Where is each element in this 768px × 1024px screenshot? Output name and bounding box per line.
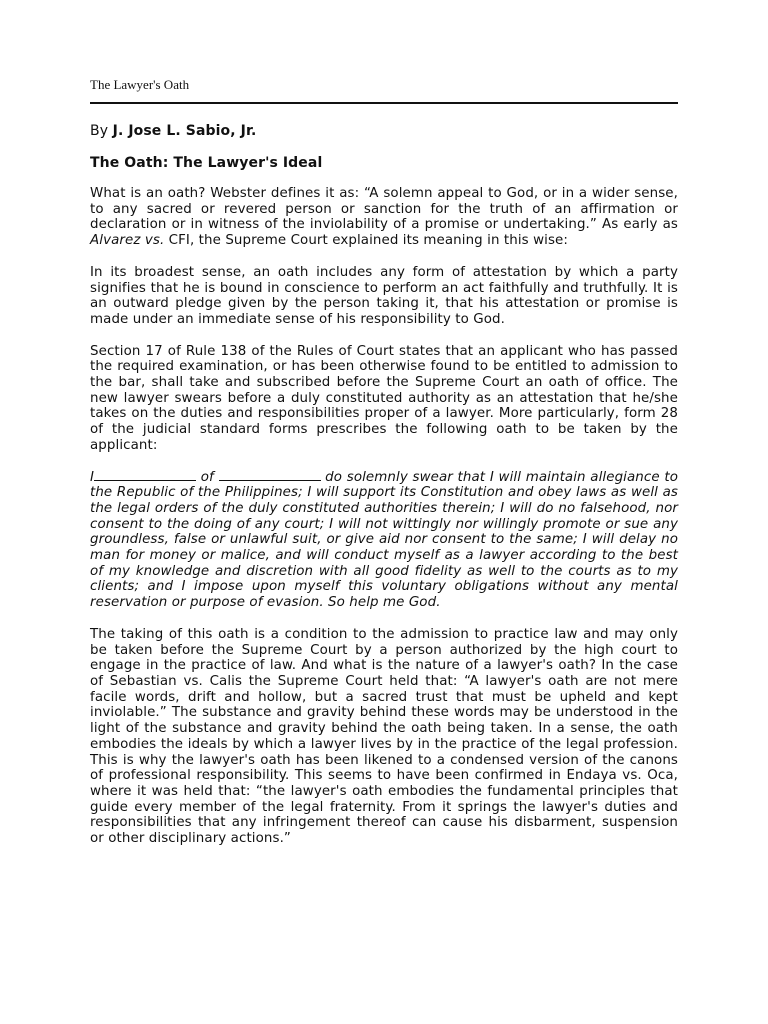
paragraph-text: What is an oath? Webster defines it as: “A solemn appeal to God, or in a wider sense, to any sacred or revered person or sanction for the truth of an affirmation or declaration or in witness of the inviolability of a promise or undertaking.” As early as bbox=[90, 186, 678, 233]
byline-prefix: By bbox=[90, 123, 113, 139]
case-name: Alvarez vs. bbox=[90, 233, 165, 249]
name-blank-line bbox=[94, 470, 196, 481]
oath-text: do solemnly swear that I will maintain allegiance to the Republic of the Philippines; I will support its Constitution and obey laws as well as the legal orders of the duly constituted authorities therein; I will do no falsehood, nor consent to the doing of any court; I will not wittingly nor willingly promote or sue any groundless, false or unlawful suit, or give aid nor consent to the same; I will delay no man for money or malice, and will conduct myself as a lawyer according to the best of my knowledge and discretion with all good fidelity as well to the courts as to my clients; and I impose upon myself this voluntary obligations without any mental reservation or purpose of evasion. So help me God. bbox=[90, 469, 679, 611]
place-blank-line bbox=[219, 470, 321, 481]
byline bbox=[90, 122, 678, 140]
header-rule bbox=[90, 102, 678, 104]
paragraph-text: CFI, the Supreme Court explained its meaning in this wise: bbox=[164, 233, 568, 249]
oath-text: I bbox=[90, 469, 95, 485]
author-name: J. Jose L. Sabio, Jr. bbox=[112, 123, 257, 139]
running-header: The Lawyer's Oath bbox=[90, 77, 190, 92]
oath-text: of bbox=[196, 469, 219, 485]
paragraph-oath-definition bbox=[90, 186, 678, 249]
paragraph-nature-of-oath: The taking of this oath is a condition to the admission to practice law and may only be taken before the Supreme Court by a person authorized by the high court to engage in the practice of law. And what is the nature of a lawyer's oath? In the case of Sebastian vs. Calis the Supreme Court held that: “A lawyer's oath are not mere facile words, drift and hollow, but a sacred trust that must be upheld and kept inviolable.” The substance and gravity behind these words may be understood in the light of the substance and gravity behind the oath being taken. In a sense, the oath embodies the ideals by which a lawyer lives by in the practice of the legal profession. This is why the lawyer's oath has been likened to a condensed version of the canons of professional responsibility. This seems to have been confirmed in Endaya vs. Oca, where it was held that: “the lawyer's oath embodies the fundamental principles that guide every member of the legal fraternity. From it springs the lawyer's duties and responsibilities that any infringement thereof can cause his disbarment, suspension or other disciplinary actions.” bbox=[90, 626, 678, 847]
document-body bbox=[90, 122, 678, 863]
paragraph-rule-138: Section 17 of Rule 138 of the Rules of Court states that an applicant who has passed the required examination, or has been otherwise found to be entitled to admission to the bar, shall take and subscribed before the Supreme Court an oath of office. The new lawyer swears before a duly constituted authority as an attestation that he/she takes on the duties and responsibilities proper of a lawyer. More particularly, form 28 of the judicial standard forms prescribes the following oath to be taken by the applicant: bbox=[90, 343, 678, 453]
section-title: The Oath: The Lawyer's Ideal bbox=[90, 155, 323, 171]
paragraph-oath-text bbox=[90, 470, 678, 611]
paragraph-broadest-sense: In its broadest sense, an oath includes any form of attestation by which a party signifies that he is bound in conscience to perform an act faithfully and truthfully. It is an outward pledge given by the person taking it, that his attestation or promise is made under an immediate sense of his responsibility to God. bbox=[90, 264, 678, 327]
